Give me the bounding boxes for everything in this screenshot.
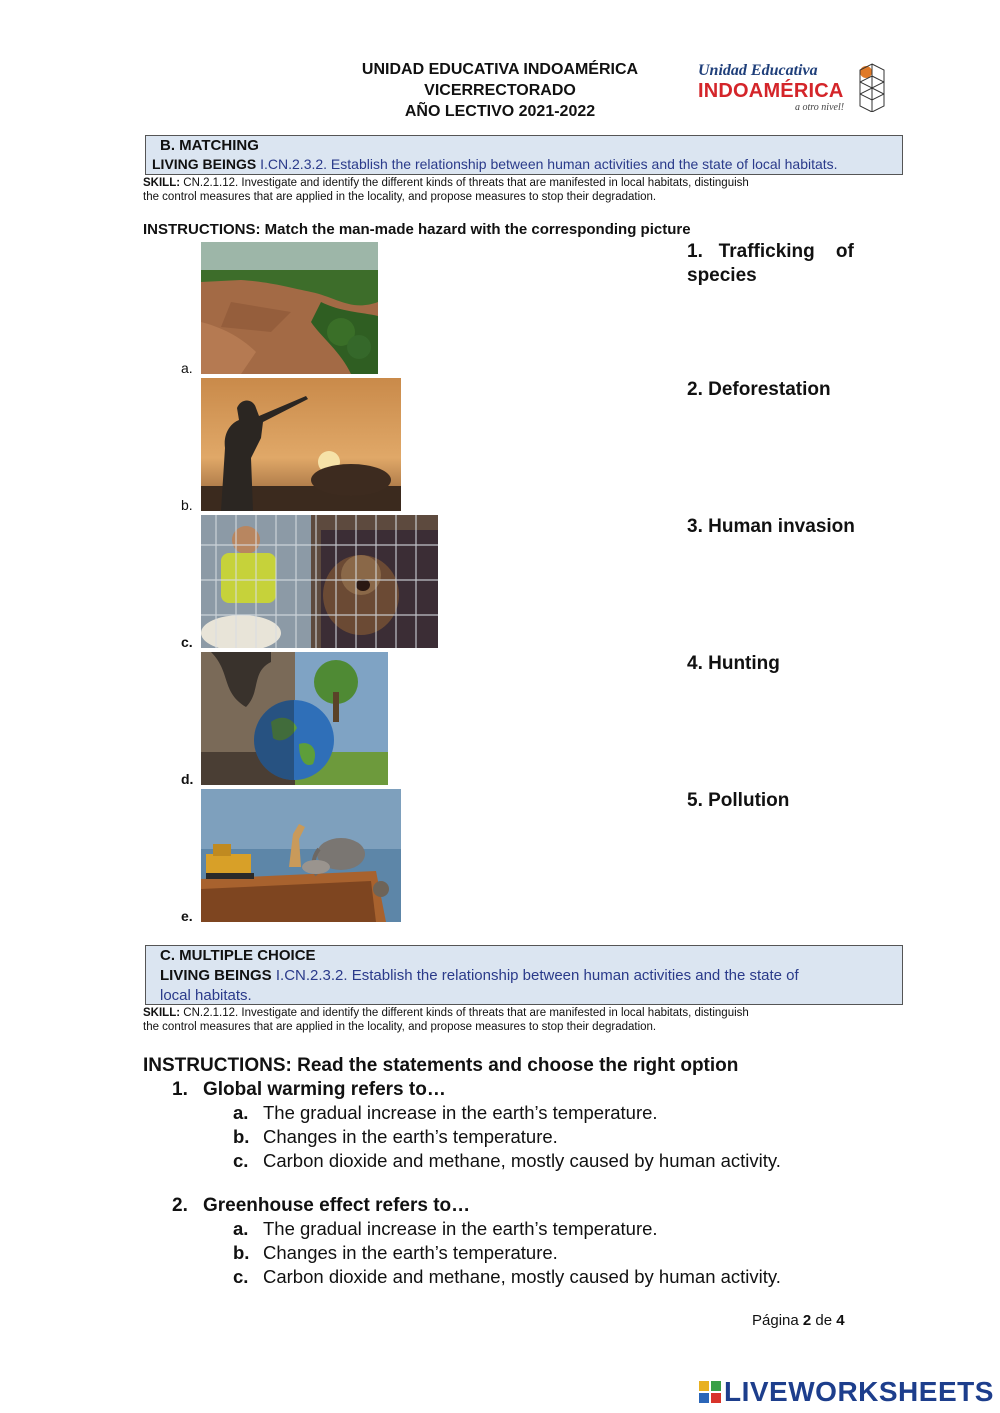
logo-cube-icon xyxy=(857,62,887,112)
option-text: Changes in the earth’s temperature. xyxy=(263,1242,558,1263)
section-b-skill-line2: the control measures that are applied in the locality, and propose measures to stop their degradation. xyxy=(143,191,657,203)
picture-letter-c: c. xyxy=(181,634,193,650)
option-text: The gradual increase in the earth’s temperature. xyxy=(263,1218,658,1239)
option-letter: b. xyxy=(233,1242,250,1263)
match-option-4: 4. Hunting xyxy=(687,653,780,674)
question-1-number: 1. xyxy=(172,1079,188,1100)
section-b-criterion xyxy=(152,156,838,172)
picture-letter-e: e. xyxy=(181,908,193,924)
hunter-silhouette-photo xyxy=(201,378,401,511)
logo-line2: INDOAMÉRICA xyxy=(698,80,844,102)
school-logo xyxy=(695,58,890,118)
brand-name: LIVEWORKSHEETS xyxy=(724,1376,994,1407)
page-label: Página xyxy=(752,1312,799,1329)
option-letter: a. xyxy=(233,1218,249,1239)
question-2-option-c[interactable] xyxy=(233,1266,781,1288)
picture-letter-a: a. xyxy=(181,360,193,376)
animals-bulldozer-photo xyxy=(201,789,401,922)
question-1-option-b[interactable] xyxy=(233,1126,558,1148)
page-total: 4 xyxy=(836,1312,845,1329)
section-b-criterion-text: I.CN.2.3.2. Establish the relationship between human activities and the state of local habitats. xyxy=(260,156,838,172)
question-1-text: Global warming refers to… xyxy=(203,1079,446,1100)
section-c-criterion xyxy=(160,967,799,984)
option-text: Carbon dioxide and methane, mostly caused by human activity. xyxy=(263,1150,781,1171)
option-letter: b. xyxy=(233,1126,250,1147)
match-option-1 xyxy=(687,240,872,288)
picture-letter-b: b. xyxy=(181,497,193,513)
department: VICERRECTORADO xyxy=(424,82,576,99)
option-text: Changes in the earth’s temperature. xyxy=(263,1126,558,1147)
section-b-skill xyxy=(143,176,903,204)
section-c-header xyxy=(145,945,903,1005)
page-number xyxy=(752,1312,845,1329)
option-letter: a. xyxy=(233,1102,249,1123)
question-2-option-b[interactable] xyxy=(233,1242,558,1264)
match-option-5: 5. Pollution xyxy=(687,790,790,811)
option-letter: c. xyxy=(233,1150,249,1171)
section-c-skill xyxy=(143,1006,903,1034)
polluted-earth-photo xyxy=(201,652,388,785)
question-2-text: Greenhouse effect refers to… xyxy=(203,1195,471,1216)
logo-tagline: a otro nivel! xyxy=(795,102,845,113)
match-option-1-line2: species xyxy=(687,265,757,286)
section-c-criterion-line1: I.CN.2.3.2. Establish the relationship between human activities and the state of xyxy=(275,967,799,984)
school-name: UNIDAD EDUCATIVA INDOAMÉRICA xyxy=(361,61,639,78)
question-1 xyxy=(172,1079,446,1101)
section-b-header xyxy=(145,135,903,175)
section-b-subject: LIVING BEINGS xyxy=(152,156,257,172)
section-c-skill-line1: CN.2.1.12. Investigate and identify the different kinds of threats that are manifested in local habitats, distinguish xyxy=(183,1007,749,1019)
question-2-option-a[interactable] xyxy=(233,1218,658,1240)
caged-monkey-photo xyxy=(201,515,438,648)
section-c-subject: LIVING BEINGS xyxy=(160,967,272,984)
option-text: The gradual increase in the earth’s temperature. xyxy=(263,1102,658,1123)
match-option-2: 2. Deforestation xyxy=(687,379,831,400)
deforestation-photo xyxy=(201,242,378,374)
section-c-criterion-line2: local habitats. xyxy=(160,987,252,1004)
match-option-3: 3. Human invasion xyxy=(687,516,855,537)
page-of-label: de xyxy=(815,1312,833,1329)
school-year: AÑO LECTIVO 2021-2022 xyxy=(404,103,596,120)
section-c-skill-line2: the control measures that are applied in the locality, and propose measures to stop their degradation. xyxy=(143,1021,657,1033)
liveworksheets-brand xyxy=(698,1376,994,1408)
section-c-instructions: INSTRUCTIONS: Read the statements and choose the right option xyxy=(143,1055,739,1076)
liveworksheets-logo-icon xyxy=(698,1380,722,1404)
question-1-option-c[interactable] xyxy=(233,1150,781,1172)
section-c-skill-label: SKILL: xyxy=(143,1007,181,1019)
option-text: Carbon dioxide and methane, mostly caused by human activity. xyxy=(263,1266,781,1287)
section-b-instructions: INSTRUCTIONS: Match the man-made hazard with the corresponding picture xyxy=(143,221,691,238)
option-letter: c. xyxy=(233,1266,249,1287)
section-b-skill-line1: CN.2.1.12. Investigate and identify the different kinds of threats that are manifested in local habitats, distinguish xyxy=(183,177,749,189)
question-2 xyxy=(172,1195,470,1217)
question-2-number: 2. xyxy=(172,1195,188,1216)
section-b-title: B. MATCHING xyxy=(160,137,259,154)
section-c-title: C. MULTIPLE CHOICE xyxy=(160,947,316,964)
match-option-1-line1: 1. Trafficking of xyxy=(687,241,854,262)
logo-line1: Unidad Educativa xyxy=(698,62,818,79)
question-1-option-a[interactable] xyxy=(233,1102,658,1124)
section-b-skill-label: SKILL: xyxy=(143,177,181,189)
picture-letter-d: d. xyxy=(181,771,194,787)
page-current: 2 xyxy=(802,1312,812,1329)
